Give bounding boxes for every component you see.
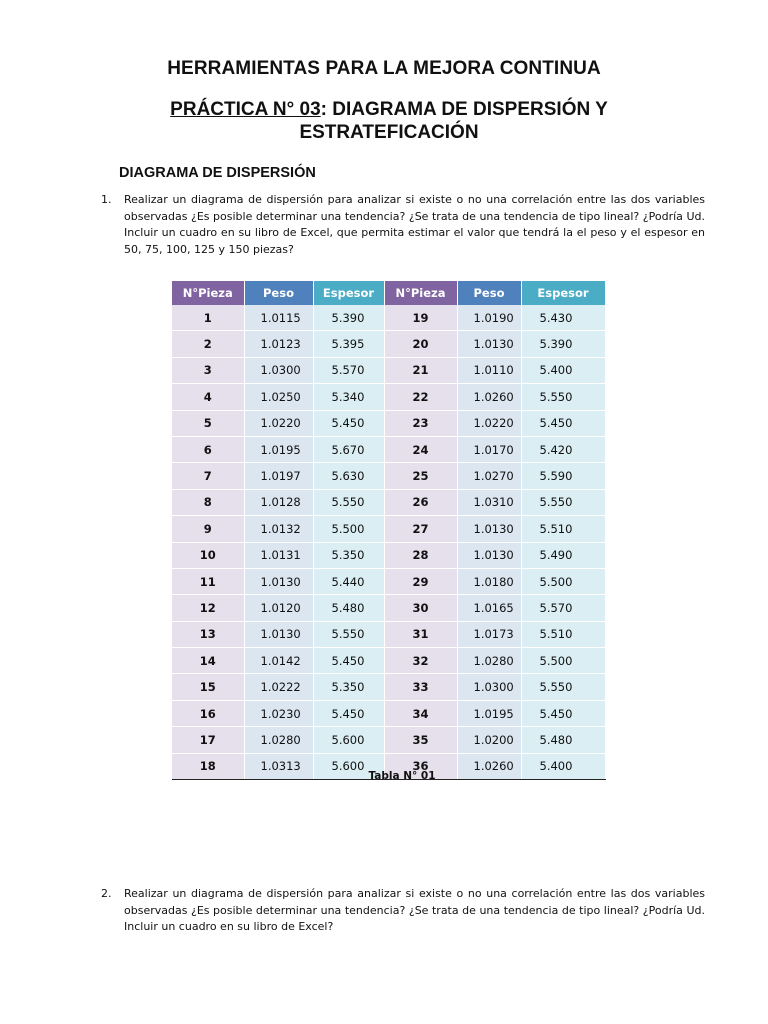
- header-espesor: Espesor: [313, 281, 384, 305]
- question-number: 1.: [101, 193, 112, 206]
- cell-pieza: 20: [384, 331, 457, 357]
- cell-espesor: 5.350: [313, 542, 384, 568]
- cell-pieza: 7: [172, 463, 244, 489]
- cell-peso: 1.0280: [244, 727, 313, 753]
- cell-peso: 1.0250: [244, 384, 313, 410]
- cell-pieza: 22: [384, 384, 457, 410]
- table-row: [172, 305, 605, 331]
- cell-espesor: 5.570: [521, 595, 605, 621]
- cell-pieza: 25: [384, 463, 457, 489]
- cell-espesor: 5.550: [521, 489, 605, 515]
- cell-espesor: 5.550: [521, 384, 605, 410]
- cell-peso: 1.0170: [457, 436, 521, 462]
- cell-espesor: 5.430: [521, 305, 605, 331]
- cell-peso: 1.0173: [457, 621, 521, 647]
- cell-pieza: 16: [172, 700, 244, 726]
- cell-peso: 1.0260: [457, 753, 521, 779]
- cell-peso: 1.0165: [457, 595, 521, 621]
- table-row: [172, 700, 605, 726]
- cell-pieza: 21: [384, 357, 457, 383]
- table-row: [172, 727, 605, 753]
- question-text: Realizar un diagrama de dispersión para analizar si existe o no una correlación entre las dos variables observadas ¿Es posible determinar una tendencia? ¿Se trata de una tendencia de tipo lineal? ¿Podría Ud. Incluir un cuadro en su libro de Excel?: [124, 887, 705, 933]
- section-heading: DIAGRAMA DE DISPERSIÓN: [119, 165, 316, 181]
- cell-pieza: 17: [172, 727, 244, 753]
- practice-title-line2: ESTRATEFICACIÓN: [299, 122, 479, 143]
- cell-peso: 1.0130: [457, 331, 521, 357]
- cell-peso: 1.0222: [244, 674, 313, 700]
- cell-pieza: 6: [172, 436, 244, 462]
- cell-peso: 1.0115: [244, 305, 313, 331]
- header-peso: Peso: [244, 281, 313, 305]
- question-number: 2.: [101, 887, 112, 900]
- cell-peso: 1.0197: [244, 463, 313, 489]
- cell-espesor: 5.340: [313, 384, 384, 410]
- cell-espesor: 5.630: [313, 463, 384, 489]
- header-pieza: N°Pieza: [172, 281, 244, 305]
- table-row: [172, 542, 605, 568]
- cell-espesor: 5.600: [313, 753, 384, 779]
- cell-espesor: 5.670: [313, 436, 384, 462]
- table-row: [172, 621, 605, 647]
- table-row: [172, 568, 605, 594]
- cell-pieza: 9: [172, 516, 244, 542]
- cell-pieza: 18: [172, 753, 244, 779]
- cell-espesor: 5.550: [521, 674, 605, 700]
- cell-espesor: 5.500: [313, 516, 384, 542]
- cell-pieza: 27: [384, 516, 457, 542]
- cell-espesor: 5.420: [521, 436, 605, 462]
- cell-peso: 1.0280: [457, 648, 521, 674]
- cell-pieza: 12: [172, 595, 244, 621]
- cell-peso: 1.0132: [244, 516, 313, 542]
- cell-pieza: 33: [384, 674, 457, 700]
- cell-peso: 1.0220: [457, 410, 521, 436]
- cell-peso: 1.0270: [457, 463, 521, 489]
- cell-pieza: 23: [384, 410, 457, 436]
- cell-peso: 1.0313: [244, 753, 313, 779]
- cell-peso: 1.0200: [457, 727, 521, 753]
- cell-pieza: 10: [172, 542, 244, 568]
- table-row: [172, 516, 605, 542]
- cell-espesor: 5.450: [313, 648, 384, 674]
- cell-pieza: 19: [384, 305, 457, 331]
- cell-pieza: 36: [384, 753, 457, 779]
- cell-espesor: 5.550: [313, 489, 384, 515]
- question-text: Realizar un diagrama de dispersión para analizar si existe o no una correlación entre las dos variables observadas ¿Es posible determinar una tendencia? ¿Se trata de una tendencia de tipo lineal? ¿Podría Ud. Incluir un cuadro en su libro de Excel, que permita estimar el valor que tendrá la el peso y el espesor en 50, 75, 100, 125 y 150 piezas?: [124, 193, 705, 256]
- cell-espesor: 5.510: [521, 621, 605, 647]
- cell-pieza: 11: [172, 568, 244, 594]
- cell-peso: 1.0310: [457, 489, 521, 515]
- cell-espesor: 5.350: [313, 674, 384, 700]
- cell-peso: 1.0130: [244, 568, 313, 594]
- cell-peso: 1.0300: [457, 674, 521, 700]
- cell-espesor: 5.480: [313, 595, 384, 621]
- cell-pieza: 8: [172, 489, 244, 515]
- cell-pieza: 2: [172, 331, 244, 357]
- cell-espesor: 5.450: [521, 410, 605, 436]
- cell-espesor: 5.450: [521, 700, 605, 726]
- cell-peso: 1.0130: [457, 516, 521, 542]
- table-row: [172, 463, 605, 489]
- header-peso: Peso: [457, 281, 521, 305]
- table-row: [172, 674, 605, 700]
- cell-espesor: 5.510: [521, 516, 605, 542]
- cell-pieza: 4: [172, 384, 244, 410]
- table-row: [172, 648, 605, 674]
- question-1: [101, 192, 705, 258]
- cell-pieza: 1: [172, 305, 244, 331]
- cell-peso: 1.0180: [457, 568, 521, 594]
- cell-pieza: 14: [172, 648, 244, 674]
- header-espesor: Espesor: [521, 281, 605, 305]
- cell-pieza: 26: [384, 489, 457, 515]
- cell-espesor: 5.500: [521, 648, 605, 674]
- cell-espesor: 5.395: [313, 331, 384, 357]
- cell-pieza: 34: [384, 700, 457, 726]
- cell-peso: 1.0260: [457, 384, 521, 410]
- document-title: HERRAMIENTAS PARA LA MEJORA CONTINUA: [167, 58, 601, 79]
- cell-pieza: 29: [384, 568, 457, 594]
- cell-peso: 1.0300: [244, 357, 313, 383]
- question-2: [101, 886, 705, 936]
- table-row: [172, 357, 605, 383]
- table-body: [172, 305, 605, 780]
- cell-espesor: 5.550: [313, 621, 384, 647]
- cell-peso: 1.0195: [244, 436, 313, 462]
- table-row: [172, 595, 605, 621]
- cell-pieza: 32: [384, 648, 457, 674]
- cell-pieza: 30: [384, 595, 457, 621]
- cell-pieza: 24: [384, 436, 457, 462]
- cell-pieza: 3: [172, 357, 244, 383]
- cell-espesor: 5.450: [313, 410, 384, 436]
- header-pieza: N°Pieza: [384, 281, 457, 305]
- practice-title-line1: : DIAGRAMA DE DISPERSIÓN Y: [320, 99, 608, 120]
- cell-espesor: 5.570: [313, 357, 384, 383]
- cell-espesor: 5.400: [521, 357, 605, 383]
- table-header-row: [172, 281, 605, 305]
- table-row: [172, 489, 605, 515]
- cell-espesor: 5.500: [521, 568, 605, 594]
- table-caption: Tabla N° 01: [368, 770, 436, 782]
- table-row: [172, 331, 605, 357]
- cell-peso: 1.0131: [244, 542, 313, 568]
- cell-peso: 1.0230: [244, 700, 313, 726]
- practice-label: PRÁCTICA N° 03: [170, 99, 321, 120]
- data-table: [172, 281, 606, 780]
- cell-peso: 1.0190: [457, 305, 521, 331]
- cell-pieza: 28: [384, 542, 457, 568]
- cell-pieza: 35: [384, 727, 457, 753]
- cell-espesor: 5.390: [521, 331, 605, 357]
- cell-espesor: 5.490: [521, 542, 605, 568]
- cell-espesor: 5.400: [521, 753, 605, 779]
- cell-espesor: 5.390: [313, 305, 384, 331]
- cell-espesor: 5.600: [313, 727, 384, 753]
- cell-pieza: 31: [384, 621, 457, 647]
- cell-peso: 1.0130: [244, 621, 313, 647]
- cell-peso: 1.0195: [457, 700, 521, 726]
- table-row: [172, 410, 605, 436]
- cell-espesor: 5.480: [521, 727, 605, 753]
- table-row: [172, 384, 605, 410]
- cell-pieza: 5: [172, 410, 244, 436]
- cell-espesor: 5.440: [313, 568, 384, 594]
- cell-espesor: 5.450: [313, 700, 384, 726]
- cell-peso: 1.0142: [244, 648, 313, 674]
- cell-peso: 1.0128: [244, 489, 313, 515]
- cell-peso: 1.0110: [457, 357, 521, 383]
- cell-peso: 1.0220: [244, 410, 313, 436]
- cell-peso: 1.0123: [244, 331, 313, 357]
- practice-title: [0, 98, 768, 144]
- cell-espesor: 5.590: [521, 463, 605, 489]
- cell-pieza: 15: [172, 674, 244, 700]
- cell-pieza: 13: [172, 621, 244, 647]
- cell-peso: 1.0130: [457, 542, 521, 568]
- cell-peso: 1.0120: [244, 595, 313, 621]
- table-row: [172, 436, 605, 462]
